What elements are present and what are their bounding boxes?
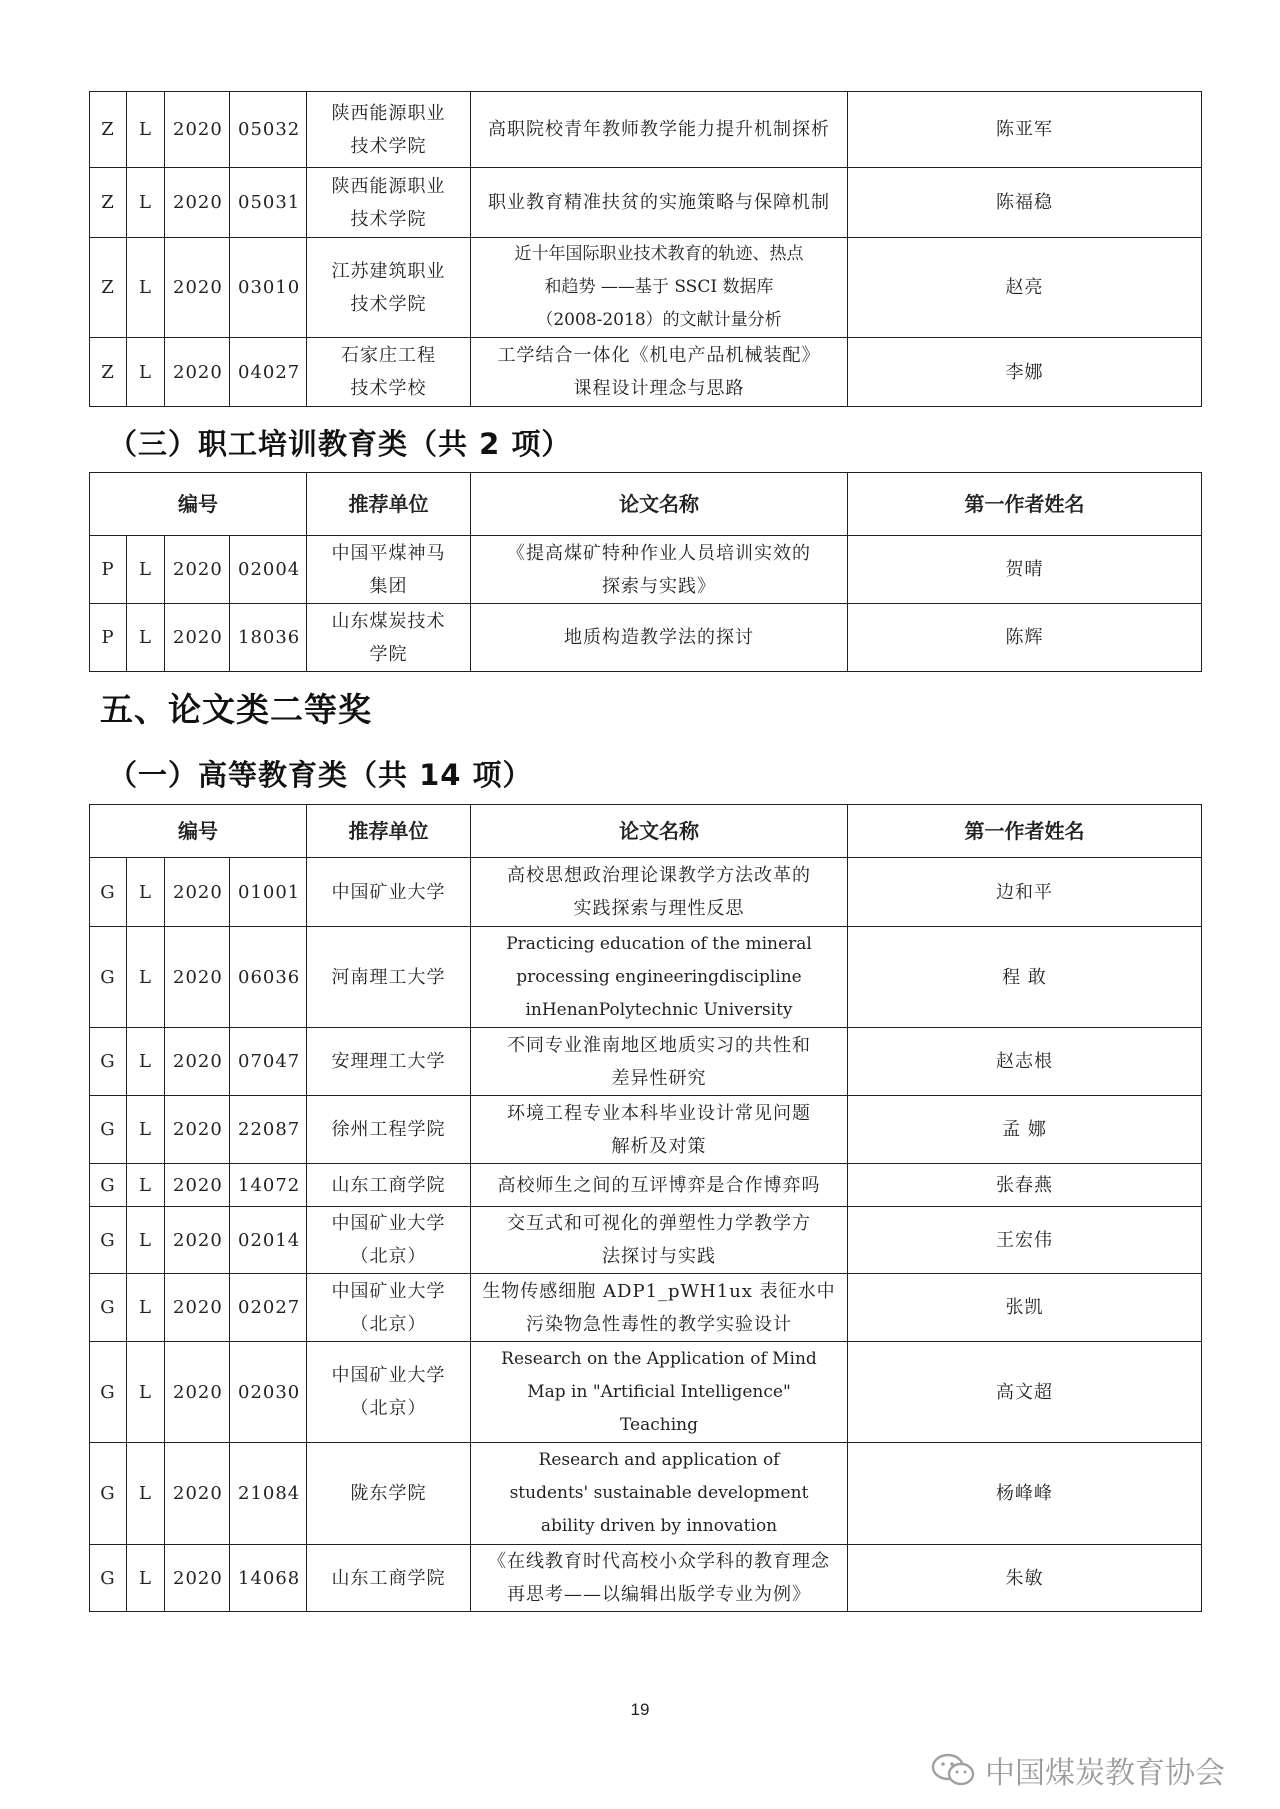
- year: 2020: [165, 1028, 230, 1096]
- recommending-unit: 中国矿业大学: [307, 858, 471, 927]
- paper-title: 高校师生之间的互评博弈是合作博弈吗: [471, 1164, 848, 1207]
- serial-number: 14068: [230, 1545, 307, 1612]
- first-author: 陈亚军: [848, 92, 1202, 168]
- first-author: 程 敢: [848, 927, 1202, 1028]
- first-author: 贺晴: [848, 536, 1202, 604]
- recommending-unit: 江苏建筑职业 技术学院: [307, 238, 471, 338]
- recommending-unit: 河南理工大学: [307, 927, 471, 1028]
- paper-title: 职业教育精准扶贫的实施策略与保障机制: [471, 168, 848, 238]
- paper-title: 近十年国际职业技术教育的轨迹、热点 和趋势 ——基于 SSCI 数据库 （2008-2018）的文献计量分析: [471, 238, 848, 338]
- level-code: L: [127, 338, 165, 407]
- paper-title: Research and application of students' sustainable development ability driven by innovation: [471, 1443, 848, 1545]
- header-unit: 推荐单位: [307, 805, 471, 858]
- table-row: [90, 1207, 1202, 1274]
- table-row: [90, 858, 1202, 927]
- category-code: Z: [90, 168, 127, 238]
- year: 2020: [165, 1207, 230, 1274]
- header-id: 编号: [90, 473, 307, 536]
- serial-number: 02027: [230, 1274, 307, 1342]
- level-code: L: [127, 1028, 165, 1096]
- category-code: G: [90, 858, 127, 927]
- recommending-unit: 安理理工大学: [307, 1028, 471, 1096]
- table-row: [90, 536, 1202, 604]
- first-author: 边和平: [848, 858, 1202, 927]
- serial-number: 04027: [230, 338, 307, 407]
- category-code: Z: [90, 92, 127, 168]
- header-title: 论文名称: [471, 473, 848, 536]
- category-code: P: [90, 536, 127, 604]
- recommending-unit: 徐州工程学院: [307, 1096, 471, 1164]
- serial-number: 02030: [230, 1342, 307, 1443]
- table-row: [90, 1443, 1202, 1545]
- section-heading-higher-education: （一）高等教育类（共 14 项）: [108, 758, 533, 792]
- first-author: 赵志根: [848, 1028, 1202, 1096]
- paper-title: 地质构造教学法的探讨: [471, 604, 848, 672]
- category-code: G: [90, 1028, 127, 1096]
- recommending-unit: 山东工商学院: [307, 1164, 471, 1207]
- vocational-table-body: [90, 92, 1202, 407]
- serial-number: 06036: [230, 927, 307, 1028]
- recommending-unit: 中国平煤神马 集团: [307, 536, 471, 604]
- table-header-row: [90, 473, 1202, 536]
- paper-title: 环境工程专业本科毕业设计常见问题 解析及对策: [471, 1096, 848, 1164]
- higher-education-table: [89, 804, 1202, 1612]
- level-code: L: [127, 1545, 165, 1612]
- serial-number: 14072: [230, 1164, 307, 1207]
- first-author: 王宏伟: [848, 1207, 1202, 1274]
- paper-title: Practicing education of the mineral processing engineeringdiscipline inHenanPolytechnic University: [471, 927, 848, 1028]
- table-row: [90, 1274, 1202, 1342]
- category-code: Z: [90, 238, 127, 338]
- table-row: [90, 338, 1202, 407]
- level-code: L: [127, 92, 165, 168]
- first-author: 高文超: [848, 1342, 1202, 1443]
- paper-title: 生物传感细胞 ADP1_pWH1ux 表征水中 污染物急性毒性的教学实验设计: [471, 1274, 848, 1342]
- level-code: L: [127, 858, 165, 927]
- level-code: L: [127, 1096, 165, 1164]
- serial-number: 18036: [230, 604, 307, 672]
- table-header-row: [90, 805, 1202, 858]
- level-code: L: [127, 927, 165, 1028]
- paper-title: 不同专业淮南地区地质实习的共性和 差异性研究: [471, 1028, 848, 1096]
- year: 2020: [165, 604, 230, 672]
- level-code: L: [127, 536, 165, 604]
- first-author: 陈辉: [848, 604, 1202, 672]
- header-title: 论文名称: [471, 805, 848, 858]
- category-code: G: [90, 1342, 127, 1443]
- header-id: 编号: [90, 805, 307, 858]
- paper-title: 交互式和可视化的弹塑性力学教学方 法探讨与实践: [471, 1207, 848, 1274]
- category-code: G: [90, 927, 127, 1028]
- category-code: G: [90, 1096, 127, 1164]
- level-code: L: [127, 1274, 165, 1342]
- recommending-unit: 山东煤炭技术 学院: [307, 604, 471, 672]
- first-author: 陈福稳: [848, 168, 1202, 238]
- year: 2020: [165, 1545, 230, 1612]
- first-author: 杨峰峰: [848, 1443, 1202, 1545]
- table-row: [90, 92, 1202, 168]
- year: 2020: [165, 927, 230, 1028]
- level-code: L: [127, 604, 165, 672]
- paper-title: 《在线教育时代高校小众学科的教育理念 再思考——以编辑出版学专业为例》: [471, 1545, 848, 1612]
- recommending-unit: 中国矿业大学 （北京）: [307, 1274, 471, 1342]
- level-code: L: [127, 1164, 165, 1207]
- level-code: L: [127, 238, 165, 338]
- serial-number: 05031: [230, 168, 307, 238]
- year: 2020: [165, 1096, 230, 1164]
- recommending-unit: 陇东学院: [307, 1443, 471, 1545]
- category-code: P: [90, 604, 127, 672]
- first-author: 赵亮: [848, 238, 1202, 338]
- table-row: [90, 927, 1202, 1028]
- recommending-unit: 陕西能源职业 技术学院: [307, 92, 471, 168]
- watermark: [931, 1748, 1225, 1792]
- level-code: L: [127, 168, 165, 238]
- level-code: L: [127, 1207, 165, 1274]
- paper-title: 工学结合一体化《机电产品机械装配》 课程设计理念与思路: [471, 338, 848, 407]
- part-heading-second-prize: 五、论文类二等奖: [100, 690, 372, 729]
- year: 2020: [165, 92, 230, 168]
- year: 2020: [165, 338, 230, 407]
- year: 2020: [165, 1342, 230, 1443]
- recommending-unit: 中国矿业大学 （北京）: [307, 1207, 471, 1274]
- category-code: G: [90, 1164, 127, 1207]
- level-code: L: [127, 1443, 165, 1545]
- year: 2020: [165, 536, 230, 604]
- first-author: 孟 娜: [848, 1096, 1202, 1164]
- serial-number: 22087: [230, 1096, 307, 1164]
- year: 2020: [165, 1274, 230, 1342]
- header-author: 第一作者姓名: [848, 473, 1202, 536]
- staff-training-table: [89, 472, 1202, 672]
- paper-title: Research on the Application of Mind Map in "Artificial Intelligence" Teaching: [471, 1342, 848, 1443]
- year: 2020: [165, 858, 230, 927]
- first-author: 张春燕: [848, 1164, 1202, 1207]
- serial-number: 07047: [230, 1028, 307, 1096]
- recommending-unit: 山东工商学院: [307, 1545, 471, 1612]
- category-code: Z: [90, 338, 127, 407]
- vocational-table: [89, 91, 1202, 407]
- first-author: 张凯: [848, 1274, 1202, 1342]
- serial-number: 01001: [230, 858, 307, 927]
- year: 2020: [165, 1164, 230, 1207]
- year: 2020: [165, 238, 230, 338]
- page-number: 19: [630, 1700, 650, 1719]
- category-code: G: [90, 1207, 127, 1274]
- header-author: 第一作者姓名: [848, 805, 1202, 858]
- serial-number: 03010: [230, 238, 307, 338]
- table-row: [90, 168, 1202, 238]
- table-row: [90, 1164, 1202, 1207]
- table-row: [90, 1342, 1202, 1443]
- category-code: G: [90, 1545, 127, 1612]
- table-row: [90, 604, 1202, 672]
- paper-title: 高校思想政治理论课教学方法改革的 实践探索与理性反思: [471, 858, 848, 927]
- serial-number: 21084: [230, 1443, 307, 1545]
- serial-number: 05032: [230, 92, 307, 168]
- table-row: [90, 1028, 1202, 1096]
- paper-title: 《提高煤矿特种作业人员培训实效的 探索与实践》: [471, 536, 848, 604]
- category-code: G: [90, 1274, 127, 1342]
- table-row: [90, 238, 1202, 338]
- header-unit: 推荐单位: [307, 473, 471, 536]
- wechat-icon: [931, 1753, 975, 1787]
- first-author: 李娜: [848, 338, 1202, 407]
- table-row: [90, 1096, 1202, 1164]
- table-row: [90, 1545, 1202, 1612]
- category-code: G: [90, 1443, 127, 1545]
- serial-number: 02004: [230, 536, 307, 604]
- watermark-text: 中国煤炭教育协会: [985, 1756, 1225, 1791]
- section-heading-staff-training: （三）职工培训教育类（共 2 项）: [108, 427, 572, 461]
- recommending-unit: 石家庄工程 技术学校: [307, 338, 471, 407]
- serial-number: 02014: [230, 1207, 307, 1274]
- recommending-unit: 陕西能源职业 技术学院: [307, 168, 471, 238]
- recommending-unit: 中国矿业大学 （北京）: [307, 1342, 471, 1443]
- level-code: L: [127, 1342, 165, 1443]
- paper-title: 高职院校青年教师教学能力提升机制探析: [471, 92, 848, 168]
- year: 2020: [165, 168, 230, 238]
- year: 2020: [165, 1443, 230, 1545]
- first-author: 朱敏: [848, 1545, 1202, 1612]
